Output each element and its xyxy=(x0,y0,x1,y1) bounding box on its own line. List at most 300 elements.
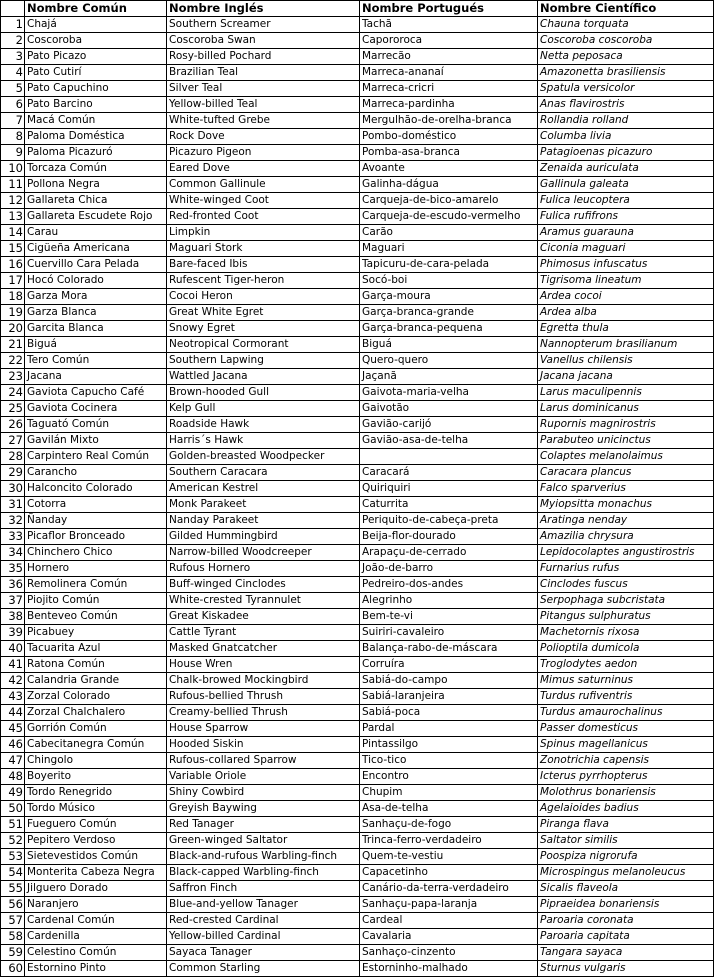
scientific-name-cell: Microspingus melanoleucus xyxy=(538,865,714,881)
table-row xyxy=(1,929,714,945)
portuguese-name-cell: Arapaçu-de-cerrado xyxy=(360,545,538,561)
common-name-cell: Pato Barcino xyxy=(25,97,167,113)
portuguese-name-cell: Alegrinho xyxy=(360,593,538,609)
common-name-cell: Carpintero Real Común xyxy=(25,449,167,465)
row-number: 58 xyxy=(1,929,25,945)
portuguese-name-cell: Pombo-doméstico xyxy=(360,129,538,145)
header-row xyxy=(1,1,714,17)
table-row xyxy=(1,305,714,321)
table-row xyxy=(1,833,714,849)
row-number: 1 xyxy=(1,17,25,33)
row-number: 8 xyxy=(1,129,25,145)
row-number: 42 xyxy=(1,673,25,689)
row-number: 35 xyxy=(1,561,25,577)
scientific-name-cell: Anas flavirostris xyxy=(538,97,714,113)
table-row xyxy=(1,449,714,465)
portuguese-name-cell: Carqueja-de-bico-amarelo xyxy=(360,193,538,209)
english-name-cell: Limpkin xyxy=(167,225,360,241)
scientific-name-cell: Fulica rufifrons xyxy=(538,209,714,225)
portuguese-name-cell: Sabiá-laranjeira xyxy=(360,689,538,705)
portuguese-name-cell: Pomba-asa-branca xyxy=(360,145,538,161)
table-row xyxy=(1,577,714,593)
common-name-cell: Halconcito Colorado xyxy=(25,481,167,497)
row-number: 31 xyxy=(1,497,25,513)
english-name-cell: Southern Lapwing xyxy=(167,353,360,369)
row-number: 15 xyxy=(1,241,25,257)
english-name-cell: White-winged Coot xyxy=(167,193,360,209)
scientific-name-cell: Polioptila dumicola xyxy=(538,641,714,657)
english-name-cell: Common Starling xyxy=(167,961,360,977)
portuguese-name-cell: Corruíra xyxy=(360,657,538,673)
common-name-cell: Sietevestidos Común xyxy=(25,849,167,865)
english-name-cell: Greyish Baywing xyxy=(167,801,360,817)
english-name-cell: Nanday Parakeet xyxy=(167,513,360,529)
english-name-cell: Buff-winged Cinclodes xyxy=(167,577,360,593)
portuguese-name-cell: Marreca-cricri xyxy=(360,81,538,97)
table-row xyxy=(1,401,714,417)
common-name-cell: Cotorra xyxy=(25,497,167,513)
scientific-name-cell: Colaptes melanolaimus xyxy=(538,449,714,465)
portuguese-name-cell: Garça-branca-pequena xyxy=(360,321,538,337)
common-name-cell: Gaviota Capucho Café xyxy=(25,385,167,401)
scientific-name-cell: Tigrisoma lineatum xyxy=(538,273,714,289)
english-name-cell: Common Gallinule xyxy=(167,177,360,193)
table-row xyxy=(1,417,714,433)
english-name-cell: Creamy-bellied Thrush xyxy=(167,705,360,721)
header-cell-scientific-name: Nombre Científico xyxy=(538,1,714,17)
common-name-cell: Jacana xyxy=(25,369,167,385)
english-name-cell: Cattle Tyrant xyxy=(167,625,360,641)
table-row xyxy=(1,273,714,289)
common-name-cell: Ñanday xyxy=(25,513,167,529)
portuguese-name-cell: João-de-barro xyxy=(360,561,538,577)
table-row xyxy=(1,593,714,609)
common-name-cell: Garcita Blanca xyxy=(25,321,167,337)
header-cell-number xyxy=(1,1,25,17)
scientific-name-cell: Falco sparverius xyxy=(538,481,714,497)
table-row xyxy=(1,657,714,673)
english-name-cell: Red-fronted Coot xyxy=(167,209,360,225)
english-name-cell: Black-capped Warbling-finch xyxy=(167,865,360,881)
portuguese-name-cell: Gaivotão xyxy=(360,401,538,417)
portuguese-name-cell: Periquito-de-cabeça-preta xyxy=(360,513,538,529)
portuguese-name-cell: Galinha-dágua xyxy=(360,177,538,193)
portuguese-name-cell: Garça-branca-grande xyxy=(360,305,538,321)
table-row xyxy=(1,881,714,897)
portuguese-name-cell: Pintassilgo xyxy=(360,737,538,753)
english-name-cell: House Wren xyxy=(167,657,360,673)
common-name-cell: Gallareta Escudete Rojo xyxy=(25,209,167,225)
table-row xyxy=(1,625,714,641)
english-name-cell: Black-and-rufous Warbling-finch xyxy=(167,849,360,865)
scientific-name-cell: Pipraeidea bonariensis xyxy=(538,897,714,913)
table-row xyxy=(1,65,714,81)
scientific-name-cell: Agelaioides badius xyxy=(538,801,714,817)
scientific-name-cell: Piranga flava xyxy=(538,817,714,833)
scientific-name-cell: Columba livia xyxy=(538,129,714,145)
english-name-cell: Rufous-bellied Thrush xyxy=(167,689,360,705)
header-cell-english-name: Nombre Inglés xyxy=(167,1,360,17)
portuguese-name-cell: Pardal xyxy=(360,721,538,737)
portuguese-name-cell: Suiriri-cavaleiro xyxy=(360,625,538,641)
english-name-cell: Yellow-billed Cardinal xyxy=(167,929,360,945)
scientific-name-cell: Gallinula galeata xyxy=(538,177,714,193)
common-name-cell: Pato Capuchino xyxy=(25,81,167,97)
row-number: 45 xyxy=(1,721,25,737)
portuguese-name-cell: Encontro xyxy=(360,769,538,785)
table-row xyxy=(1,161,714,177)
row-number: 44 xyxy=(1,705,25,721)
table-row xyxy=(1,865,714,881)
row-number: 23 xyxy=(1,369,25,385)
row-number: 34 xyxy=(1,545,25,561)
english-name-cell: Blue-and-yellow Tanager xyxy=(167,897,360,913)
scientific-name-cell: Saltator similis xyxy=(538,833,714,849)
table-row xyxy=(1,961,714,977)
english-name-cell: Red-crested Cardinal xyxy=(167,913,360,929)
scientific-name-cell: Larus dominicanus xyxy=(538,401,714,417)
row-number: 48 xyxy=(1,769,25,785)
english-name-cell: American Kestrel xyxy=(167,481,360,497)
portuguese-name-cell: Avoante xyxy=(360,161,538,177)
row-number: 25 xyxy=(1,401,25,417)
english-name-cell: Neotropical Cormorant xyxy=(167,337,360,353)
scientific-name-cell: Mimus saturninus xyxy=(538,673,714,689)
english-name-cell: House Sparrow xyxy=(167,721,360,737)
common-name-cell: Chingolo xyxy=(25,753,167,769)
table-row xyxy=(1,129,714,145)
table-row xyxy=(1,817,714,833)
common-name-cell: Carancho xyxy=(25,465,167,481)
portuguese-name-cell: Socó-boi xyxy=(360,273,538,289)
row-number: 38 xyxy=(1,609,25,625)
portuguese-name-cell: Caturrita xyxy=(360,497,538,513)
english-name-cell: Gilded Hummingbird xyxy=(167,529,360,545)
scientific-name-cell: Cinclodes fuscus xyxy=(538,577,714,593)
row-number: 47 xyxy=(1,753,25,769)
common-name-cell: Taguató Común xyxy=(25,417,167,433)
portuguese-name-cell: Trinca-ferro-verdadeiro xyxy=(360,833,538,849)
table-row xyxy=(1,209,714,225)
common-name-cell: Tacuarita Azul xyxy=(25,641,167,657)
common-name-cell: Calandria Grande xyxy=(25,673,167,689)
portuguese-name-cell: Mergulhão-de-orelha-branca xyxy=(360,113,538,129)
portuguese-name-cell: Sanhaço-cinzento xyxy=(360,945,538,961)
common-name-cell: Monterita Cabeza Negra xyxy=(25,865,167,881)
portuguese-name-cell: Marreca-ananaí xyxy=(360,65,538,81)
scientific-name-cell: Phimosus infuscatus xyxy=(538,257,714,273)
scientific-name-cell: Fulica leucoptera xyxy=(538,193,714,209)
common-name-cell: Cardenilla xyxy=(25,929,167,945)
common-name-cell: Celestino Común xyxy=(25,945,167,961)
scientific-name-cell: Coscoroba coscoroba xyxy=(538,33,714,49)
row-number: 6 xyxy=(1,97,25,113)
common-name-cell: Pepitero Verdoso xyxy=(25,833,167,849)
common-name-cell: Hocó Colorado xyxy=(25,273,167,289)
table-row xyxy=(1,801,714,817)
english-name-cell: Sayaca Tanager xyxy=(167,945,360,961)
table-row xyxy=(1,225,714,241)
english-name-cell: Eared Dove xyxy=(167,161,360,177)
scientific-name-cell: Troglodytes aedon xyxy=(538,657,714,673)
english-name-cell: Masked Gnatcatcher xyxy=(167,641,360,657)
scientific-name-cell: Sicalis flaveola xyxy=(538,881,714,897)
common-name-cell: Garza Mora xyxy=(25,289,167,305)
english-name-cell: Snowy Egret xyxy=(167,321,360,337)
table-row xyxy=(1,641,714,657)
english-name-cell: Rufous Hornero xyxy=(167,561,360,577)
scientific-name-cell: Parabuteo unicinctus xyxy=(538,433,714,449)
english-name-cell: Green-winged Saltator xyxy=(167,833,360,849)
row-number: 46 xyxy=(1,737,25,753)
table-row xyxy=(1,337,714,353)
common-name-cell: Pollona Negra xyxy=(25,177,167,193)
english-name-cell: Variable Oriole xyxy=(167,769,360,785)
row-number: 29 xyxy=(1,465,25,481)
table-row xyxy=(1,321,714,337)
common-name-cell: Benteveo Común xyxy=(25,609,167,625)
table-row xyxy=(1,433,714,449)
common-name-cell: Tordo Renegrido xyxy=(25,785,167,801)
portuguese-name-cell: Quero-quero xyxy=(360,353,538,369)
common-name-cell: Paloma Picazuró xyxy=(25,145,167,161)
common-name-cell: Biguá xyxy=(25,337,167,353)
table-row xyxy=(1,609,714,625)
row-number: 39 xyxy=(1,625,25,641)
table-row xyxy=(1,785,714,801)
portuguese-name-cell: Caracará xyxy=(360,465,538,481)
common-name-cell: Piojito Común xyxy=(25,593,167,609)
common-name-cell: Gallareta Chica xyxy=(25,193,167,209)
portuguese-name-cell: Gavião-carijó xyxy=(360,417,538,433)
table-row xyxy=(1,257,714,273)
english-name-cell: Silver Teal xyxy=(167,81,360,97)
table-row xyxy=(1,481,714,497)
portuguese-name-cell: Garça-moura xyxy=(360,289,538,305)
row-number: 51 xyxy=(1,817,25,833)
table-row xyxy=(1,737,714,753)
scientific-name-cell: Molothrus bonariensis xyxy=(538,785,714,801)
table-row xyxy=(1,33,714,49)
common-name-cell: Fueguero Común xyxy=(25,817,167,833)
portuguese-name-cell: Gaivota-maria-velha xyxy=(360,385,538,401)
scientific-name-cell: Rollandia rolland xyxy=(538,113,714,129)
common-name-cell: Pato Picazo xyxy=(25,49,167,65)
row-number: 22 xyxy=(1,353,25,369)
row-number: 41 xyxy=(1,657,25,673)
table-row xyxy=(1,769,714,785)
scientific-name-cell: Turdus rufiventris xyxy=(538,689,714,705)
row-number: 55 xyxy=(1,881,25,897)
row-number: 32 xyxy=(1,513,25,529)
common-name-cell: Picabuey xyxy=(25,625,167,641)
scientific-name-cell: Ardea alba xyxy=(538,305,714,321)
table-row xyxy=(1,49,714,65)
table-row xyxy=(1,97,714,113)
scientific-name-cell: Ciconia maguari xyxy=(538,241,714,257)
scientific-name-cell: Aratinga nenday xyxy=(538,513,714,529)
english-name-cell: Golden-breasted Woodpecker xyxy=(167,449,360,465)
common-name-cell: Remolinera Común xyxy=(25,577,167,593)
row-number: 5 xyxy=(1,81,25,97)
english-name-cell: Rufous-collared Sparrow xyxy=(167,753,360,769)
row-number: 43 xyxy=(1,689,25,705)
row-number: 52 xyxy=(1,833,25,849)
row-number: 33 xyxy=(1,529,25,545)
row-number: 14 xyxy=(1,225,25,241)
table-row xyxy=(1,545,714,561)
row-number: 19 xyxy=(1,305,25,321)
table-row xyxy=(1,465,714,481)
row-number: 57 xyxy=(1,913,25,929)
scientific-name-cell: Turdus amaurochalinus xyxy=(538,705,714,721)
portuguese-name-cell: Pedreiro-dos-andes xyxy=(360,577,538,593)
row-number: 40 xyxy=(1,641,25,657)
english-name-cell: Shiny Cowbird xyxy=(167,785,360,801)
english-name-cell: Saffron Finch xyxy=(167,881,360,897)
english-name-cell: Brazilian Teal xyxy=(167,65,360,81)
portuguese-name-cell: Cavalaria xyxy=(360,929,538,945)
scientific-name-cell: Zonotrichia capensis xyxy=(538,753,714,769)
common-name-cell: Zorzal Colorado xyxy=(25,689,167,705)
common-name-cell: Chajá xyxy=(25,17,167,33)
common-name-cell: Tordo Músico xyxy=(25,801,167,817)
table-row xyxy=(1,753,714,769)
scientific-name-cell: Egretta thula xyxy=(538,321,714,337)
common-name-cell: Cigüeña Americana xyxy=(25,241,167,257)
scientific-name-cell: Sturnus vulgaris xyxy=(538,961,714,977)
portuguese-name-cell: Asa-de-telha xyxy=(360,801,538,817)
english-name-cell: Red Tanager xyxy=(167,817,360,833)
english-name-cell: Picazuro Pigeon xyxy=(167,145,360,161)
common-name-cell: Cabecitanegra Común xyxy=(25,737,167,753)
row-number: 18 xyxy=(1,289,25,305)
common-name-cell: Jilguero Dorado xyxy=(25,881,167,897)
row-number: 53 xyxy=(1,849,25,865)
scientific-name-cell: Pitangus sulphuratus xyxy=(538,609,714,625)
portuguese-name-cell: Marrecão xyxy=(360,49,538,65)
common-name-cell: Torcaza Común xyxy=(25,161,167,177)
common-name-cell: Carau xyxy=(25,225,167,241)
scientific-name-cell: Passer domesticus xyxy=(538,721,714,737)
scientific-name-cell: Amazilia chrysura xyxy=(538,529,714,545)
row-number: 49 xyxy=(1,785,25,801)
table-row xyxy=(1,513,714,529)
table-row xyxy=(1,689,714,705)
scientific-name-cell: Paroaria coronata xyxy=(538,913,714,929)
english-name-cell: Brown-hooded Gull xyxy=(167,385,360,401)
scientific-name-cell: Aramus guarauna xyxy=(538,225,714,241)
english-name-cell: Maguari Stork xyxy=(167,241,360,257)
table-row xyxy=(1,497,714,513)
common-name-cell: Macá Común xyxy=(25,113,167,129)
english-name-cell: Harris´s Hawk xyxy=(167,433,360,449)
common-name-cell: Ratona Común xyxy=(25,657,167,673)
portuguese-name-cell: Balança-rabo-de-máscara xyxy=(360,641,538,657)
scientific-name-cell: Jacana jacana xyxy=(538,369,714,385)
english-name-cell: Rufescent Tiger-heron xyxy=(167,273,360,289)
table-row xyxy=(1,673,714,689)
common-name-cell: Zorzal Chalchalero xyxy=(25,705,167,721)
english-name-cell: Roadside Hawk xyxy=(167,417,360,433)
row-number: 24 xyxy=(1,385,25,401)
scientific-name-cell: Larus maculipennis xyxy=(538,385,714,401)
portuguese-name-cell: Sabiá-poca xyxy=(360,705,538,721)
portuguese-name-cell: Sanhaçu-papa-laranja xyxy=(360,897,538,913)
english-name-cell: Yellow-billed Teal xyxy=(167,97,360,113)
table-row xyxy=(1,369,714,385)
scientific-name-cell: Zenaida auriculata xyxy=(538,161,714,177)
english-name-cell: Hooded Siskin xyxy=(167,737,360,753)
scientific-name-cell: Nannopterum brasilianum xyxy=(538,337,714,353)
table-row xyxy=(1,897,714,913)
table-row xyxy=(1,145,714,161)
common-name-cell: Pato Cutirí xyxy=(25,65,167,81)
english-name-cell: Narrow-billed Woodcreeper xyxy=(167,545,360,561)
portuguese-name-cell: Carqueja-de-escudo-vermelho xyxy=(360,209,538,225)
english-name-cell: Rosy-billed Pochard xyxy=(167,49,360,65)
row-number: 59 xyxy=(1,945,25,961)
scientific-name-cell: Chauna torquata xyxy=(538,17,714,33)
english-name-cell: Rock Dove xyxy=(167,129,360,145)
row-number: 9 xyxy=(1,145,25,161)
english-name-cell: Southern Screamer xyxy=(167,17,360,33)
table-row xyxy=(1,193,714,209)
scientific-name-cell: Spatula versicolor xyxy=(538,81,714,97)
english-name-cell: Southern Caracara xyxy=(167,465,360,481)
table-row xyxy=(1,721,714,737)
portuguese-name-cell: Jaçanã xyxy=(360,369,538,385)
row-number: 3 xyxy=(1,49,25,65)
table-row xyxy=(1,353,714,369)
table-row xyxy=(1,81,714,97)
common-name-cell: Naranjero xyxy=(25,897,167,913)
row-number: 7 xyxy=(1,113,25,129)
row-number: 20 xyxy=(1,321,25,337)
portuguese-name-cell: Tapicuru-de-cara-pelada xyxy=(360,257,538,273)
scientific-name-cell: Tangara sayaca xyxy=(538,945,714,961)
common-name-cell: Chinchero Chico xyxy=(25,545,167,561)
scientific-name-cell: Rupornis magnirostris xyxy=(538,417,714,433)
portuguese-name-cell: Marreca-pardinha xyxy=(360,97,538,113)
scientific-name-cell: Vanellus chilensis xyxy=(538,353,714,369)
table-row xyxy=(1,289,714,305)
table-row xyxy=(1,945,714,961)
table-row xyxy=(1,177,714,193)
row-number: 26 xyxy=(1,417,25,433)
english-name-cell: Wattled Jacana xyxy=(167,369,360,385)
english-name-cell: White-crested Tyrannulet xyxy=(167,593,360,609)
table-row xyxy=(1,113,714,129)
common-name-cell: Gaviota Cocinera xyxy=(25,401,167,417)
table-body xyxy=(1,17,714,977)
header-cell-portuguese-name: Nombre Portugués xyxy=(360,1,538,17)
english-name-cell: Bare-faced Ibis xyxy=(167,257,360,273)
row-number: 10 xyxy=(1,161,25,177)
portuguese-name-cell: Tico-tico xyxy=(360,753,538,769)
portuguese-name-cell: Quiriquiri xyxy=(360,481,538,497)
table-row xyxy=(1,561,714,577)
common-name-cell: Estornino Pinto xyxy=(25,961,167,977)
portuguese-name-cell: Carão xyxy=(360,225,538,241)
row-number: 30 xyxy=(1,481,25,497)
english-name-cell: Great Kiskadee xyxy=(167,609,360,625)
portuguese-name-cell: Chupim xyxy=(360,785,538,801)
portuguese-name-cell: Estorninho-malhado xyxy=(360,961,538,977)
scientific-name-cell: Furnarius rufus xyxy=(538,561,714,577)
table-row xyxy=(1,849,714,865)
row-number: 4 xyxy=(1,65,25,81)
